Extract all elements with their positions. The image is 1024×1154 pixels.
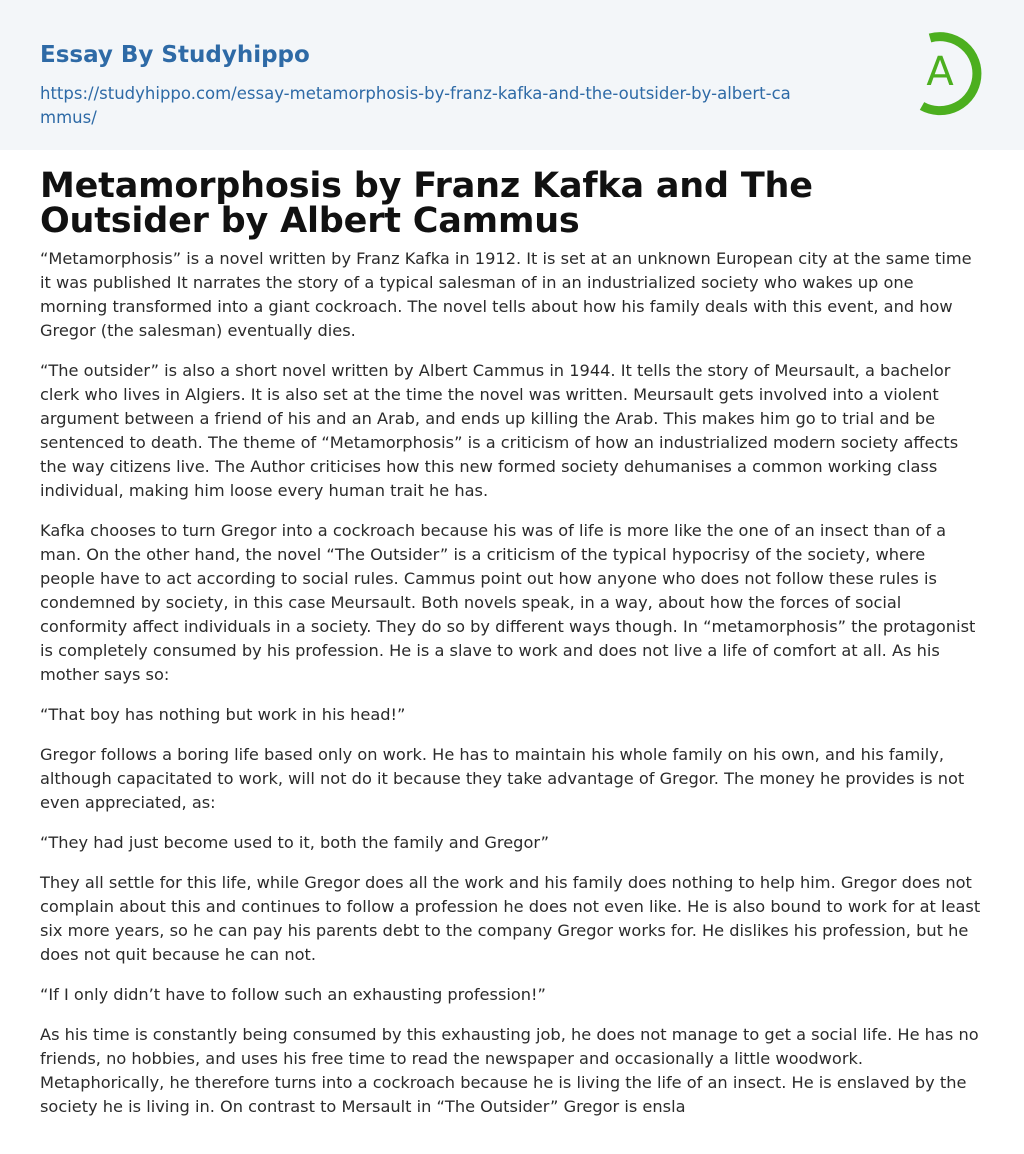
article-content — [0, 150, 1024, 1119]
source-url-link[interactable] — [40, 82, 800, 130]
article-paragraph: “The outsider” is also a short novel written by Albert Cammus in 1944. It tells the story of Meursault, a bachelor clerk who lives in Algiers. It is also set at the time the novel was written. Meursault gets involved into a violent argument between a friend of his and an Arab, and ends up killing the Arab. This makes him go to trial and be sentenced to death. The theme of “Metamorphosis” is a criticism of how an industrialized modern society affects the way citizens live. The Author criticises how this new formed society dehumanises a common working class individual, making him loose every human trait he has. — [40, 361, 959, 500]
article-paragraph: Gregor follows a boring life based only on work. He has to maintain his whole family on his own, and his family, although capacitated to work, will not do it because they take advantage of Gregor. The money he provides is not even appreciated, as: — [40, 745, 965, 812]
article-paragraph: “Metamorphosis” is a novel written by Franz Kafka in 1912. It is set at an unknown European city at the same time it was published It narrates the story of a typical salesman of in an industrialized society who wakes up one morning transformed into a giant cockroach. The novel tells about how his family deals with this event, and how Gregor (the salesman) eventually dies. — [40, 249, 972, 340]
article-quote: “That boy has nothing but work in his head!” — [40, 705, 406, 724]
article-paragraph: As his time is constantly being consumed by this exhausting job, he does not manage to get a social life. He has no friends, no hobbies, and uses his free time to read the newspaper and occasionally a little woodwork. Metaphorically, he therefore turns into a cockroach because he is living the life of an insect. He is enslaved by the society he is living in. On contrast to Mersault in “The Outsider” Gregor is ensla — [40, 1025, 979, 1116]
source-url-line-1[interactable]: https://studyhippo.com/essay-metamorphosis-by-franz-kafka-and-the-outsider-by-albert- — [40, 84, 772, 103]
article-title: Metamorphosis by Franz Kafka and The Outsider by Albert Cammus — [40, 166, 813, 241]
site-header — [0, 0, 1024, 150]
logo-letter: A — [926, 49, 954, 95]
article-paragraph: Kafka chooses to turn Gregor into a cockroach because his was of life is more like the one of an insect than of a man. On the other hand, the novel “The Outsider” is a criticism of the typical hypocrisy of the society, where people have to act according to social rules. Cammus point out how anyone who does not follow these rules is condemned by society, in this case Meursault. Both novels speak, in a way, about how the forces of social conformity affect individuals in a society. They do so by different ways though. In “metamorphosis” the protagonist is completely consumed by his profession. He is a slave to work and does not live a life of comfort at all. As his mother says so: — [40, 521, 976, 684]
studyhippo-logo-icon[interactable] — [908, 28, 988, 116]
article-quote: “They had just become used to it, both the family and Gregor” — [40, 833, 550, 852]
site-brand-title[interactable]: Essay By Studyhippo — [40, 42, 310, 68]
article-quote: “If I only didn’t have to follow such an exhausting profession!” — [40, 985, 546, 1004]
article-paragraph: They all settle for this life, while Gregor does all the work and his family does nothing to help him. Gregor does not complain about this and continues to follow a profession he does not even like. He is also bound to work for at least six more years, so he can pay his parents debt to the company Gregor works for. He dislikes his profession, but he does not quit because he can not. — [40, 873, 981, 964]
source-url-line-2[interactable]: cammus/ — [40, 84, 791, 127]
